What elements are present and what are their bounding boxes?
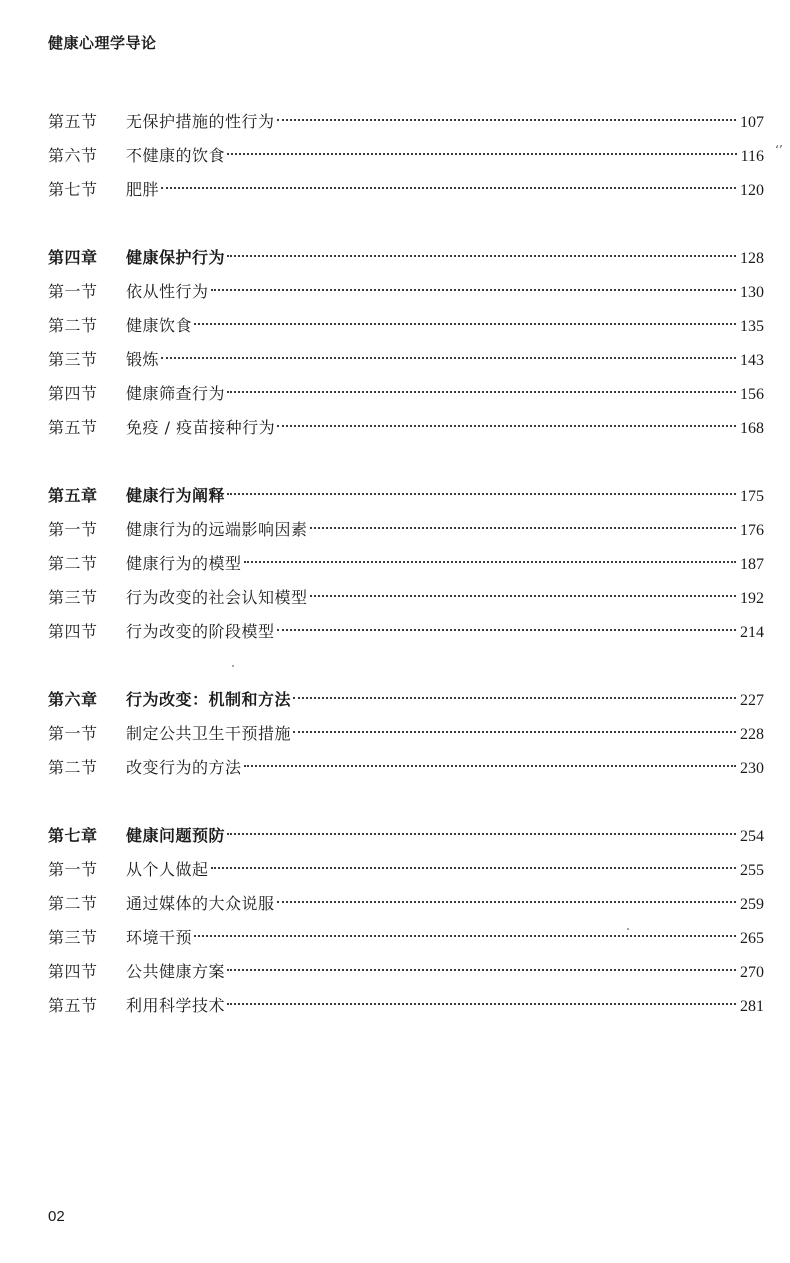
dot-leader	[194, 935, 736, 937]
entry-title: 通过媒体的大众说服	[126, 894, 275, 913]
toc-section-entry	[48, 105, 764, 139]
entry-number: 第四节	[48, 384, 98, 403]
toc-section-entry	[48, 887, 764, 921]
entry-title: 锻炼	[126, 350, 160, 369]
entry-number: 第三节	[48, 588, 98, 607]
entry-page-number: 135	[740, 318, 764, 335]
entry-number: 第四节	[48, 622, 98, 641]
toc-section-entry	[48, 411, 764, 445]
entry-title: 行为改变：机制和方法	[126, 690, 292, 709]
entry-page-number: 230	[740, 760, 764, 777]
entry-number: 第四章	[48, 248, 98, 267]
entry-page-number: 128	[740, 250, 764, 267]
toc-section-entry	[48, 921, 764, 955]
scan-speck	[232, 665, 234, 667]
entry-title: 健康问题预防	[126, 826, 226, 845]
dot-leader	[211, 289, 736, 291]
entry-number: 第七节	[48, 180, 98, 199]
toc-group	[48, 105, 764, 207]
entry-number: 第五节	[48, 996, 98, 1015]
dot-leader	[227, 969, 736, 971]
dot-leader	[277, 629, 736, 631]
entry-page-number: 107	[740, 114, 764, 131]
entry-title: 健康行为的模型	[126, 554, 242, 573]
toc-section-entry	[48, 751, 764, 785]
entry-number: 第三节	[48, 928, 98, 947]
entry-title: 改变行为的方法	[126, 758, 242, 777]
entry-number: 第二节	[48, 894, 98, 913]
entry-number: 第一节	[48, 520, 98, 539]
toc-section-entry	[48, 173, 764, 207]
toc-section-entry	[48, 139, 764, 173]
toc-chapter-entry	[48, 819, 764, 853]
toc-section-entry	[48, 377, 764, 411]
entry-number: 第五节	[48, 112, 98, 131]
toc-section-entry	[48, 989, 764, 1023]
dot-leader	[227, 493, 736, 495]
entry-page-number: 270	[740, 964, 764, 981]
entry-title: 健康保护行为	[126, 248, 226, 267]
entry-number: 第六章	[48, 690, 98, 709]
entry-page-number: 120	[740, 182, 764, 199]
dot-leader	[161, 187, 736, 189]
toc-section-entry	[48, 717, 764, 751]
entry-page-number: 175	[740, 488, 764, 505]
toc-section-entry	[48, 853, 764, 887]
entry-page-number: 265	[740, 930, 764, 947]
entry-title: 健康筛查行为	[126, 384, 226, 403]
entry-number: 第一节	[48, 860, 98, 879]
table-of-contents	[48, 105, 764, 1057]
entry-title: 依从性行为	[126, 282, 209, 301]
entry-title: 健康行为阐释	[126, 486, 226, 505]
toc-group	[48, 479, 764, 649]
toc-group	[48, 819, 764, 1023]
entry-title: 利用科学技术	[126, 996, 226, 1015]
dot-leader	[310, 527, 736, 529]
entry-page-number: 259	[740, 896, 764, 913]
margin-scan-mark: ‘’	[775, 143, 783, 157]
entry-number: 第二节	[48, 758, 98, 777]
entry-page-number: 255	[740, 862, 764, 879]
toc-section-entry	[48, 955, 764, 989]
entry-title: 免疫 / 疫苗接种行为	[126, 418, 276, 437]
scan-speck	[627, 928, 629, 930]
entry-title: 环境干预	[126, 928, 193, 947]
entry-page-number: 214	[740, 624, 764, 641]
toc-section-entry	[48, 547, 764, 581]
dot-leader	[227, 1003, 736, 1005]
dot-leader	[227, 255, 736, 257]
entry-page-number: 168	[740, 420, 764, 437]
running-head-book-title: 健康心理学导论	[48, 34, 157, 52]
entry-number: 第二节	[48, 316, 98, 335]
entry-title: 行为改变的阶段模型	[126, 622, 275, 641]
toc-chapter-entry	[48, 683, 764, 717]
entry-page-number: 227	[740, 692, 764, 709]
entry-title: 行为改变的社会认知模型	[126, 588, 308, 607]
toc-group	[48, 241, 764, 445]
entry-number: 第二节	[48, 554, 98, 573]
entry-title: 健康饮食	[126, 316, 193, 335]
toc-section-entry	[48, 581, 764, 615]
dot-leader	[310, 595, 736, 597]
toc-group	[48, 683, 764, 785]
entry-title: 不健康的饮食	[126, 146, 226, 165]
dot-leader	[277, 425, 736, 427]
dot-leader	[293, 697, 736, 699]
dot-leader	[277, 901, 736, 903]
toc-section-entry	[48, 615, 764, 649]
entry-page-number: 143	[740, 352, 764, 369]
entry-page-number: 130	[740, 284, 764, 301]
dot-leader	[227, 391, 736, 393]
toc-section-entry	[48, 309, 764, 343]
toc-chapter-entry	[48, 241, 764, 275]
dot-leader	[227, 153, 737, 155]
dot-leader	[293, 731, 736, 733]
entry-number: 第六节	[48, 146, 98, 165]
dot-leader	[161, 357, 736, 359]
entry-page-number: 187	[740, 556, 764, 573]
entry-page-number: 176	[740, 522, 764, 539]
entry-number: 第一节	[48, 282, 98, 301]
toc-section-entry	[48, 513, 764, 547]
entry-number: 第五章	[48, 486, 98, 505]
entry-title: 肥胖	[126, 180, 160, 199]
dot-leader	[277, 119, 736, 121]
toc-chapter-entry	[48, 479, 764, 513]
entry-page-number: 281	[740, 998, 764, 1015]
entry-page-number: 192	[740, 590, 764, 607]
toc-section-entry	[48, 343, 764, 377]
page-number: 02	[48, 1208, 65, 1225]
entry-page-number: 228	[740, 726, 764, 743]
entry-number: 第三节	[48, 350, 98, 369]
toc-section-entry	[48, 275, 764, 309]
entry-title: 公共健康方案	[126, 962, 226, 981]
entry-number: 第四节	[48, 962, 98, 981]
entry-title: 健康行为的远端影响因素	[126, 520, 308, 539]
dot-leader	[244, 765, 736, 767]
dot-leader	[194, 323, 736, 325]
entry-title: 制定公共卫生干预措施	[126, 724, 292, 743]
entry-page-number: 156	[740, 386, 764, 403]
dot-leader	[211, 867, 736, 869]
entry-number: 第五节	[48, 418, 98, 437]
dot-leader	[227, 833, 736, 835]
entry-title: 无保护措施的性行为	[126, 112, 275, 131]
entry-title: 从个人做起	[126, 860, 209, 879]
entry-page-number: 254	[740, 828, 764, 845]
dot-leader	[244, 561, 736, 563]
entry-page-number: 116	[740, 148, 764, 165]
entry-number: 第一节	[48, 724, 98, 743]
entry-number: 第七章	[48, 826, 98, 845]
